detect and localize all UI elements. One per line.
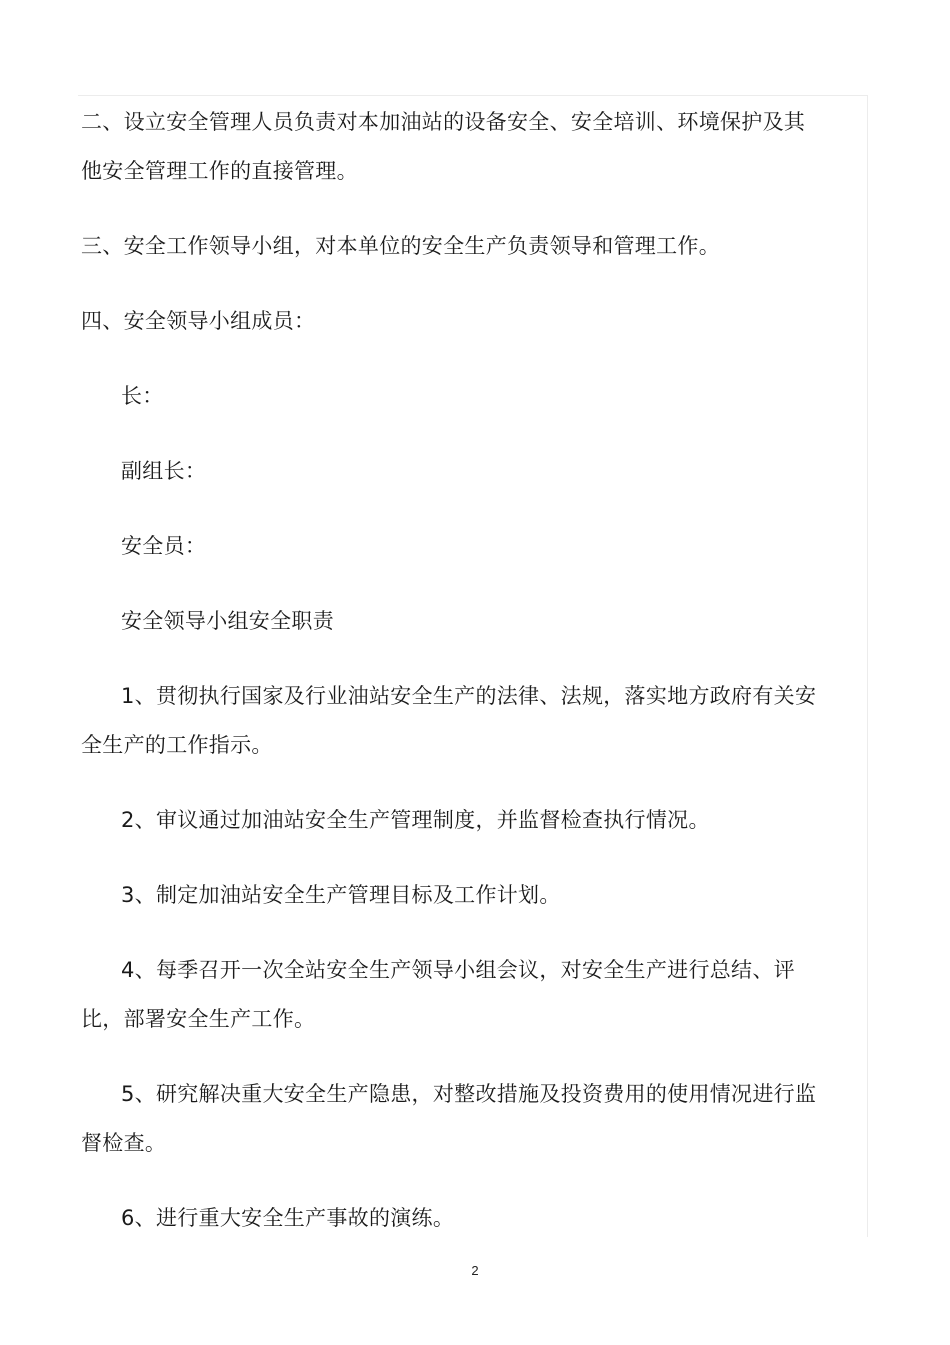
duty-item-2: 2、审议通过加油站安全生产管理制度，并监督检查执行情况。 — [121, 808, 710, 832]
paragraph-3: 三、安全工作领导小组，对本单位的安全生产负责领导和管理工作。 — [81, 234, 720, 258]
duty-item-6: 6、进行重大安全生产事故的演练。 — [121, 1206, 455, 1230]
paragraph-4: 四、安全领导小组成员： — [81, 309, 316, 333]
document-body — [81, 98, 826, 1243]
paragraph-2: 二、设立安全管理人员负责对本加油站的设备安全、安全培训、环境保护及其他安全管理工作的直接管理。 — [81, 110, 806, 183]
member-safety-officer: 安全员： — [121, 534, 207, 558]
section-heading-duties: 安全领导小组安全职责 — [121, 609, 334, 633]
page-number: 2 — [471, 1263, 479, 1278]
duty-item-3: 3、制定加油站安全生产管理目标及工作计划。 — [121, 883, 561, 907]
duty-item-4: 4、每季召开一次全站安全生产领导小组会议，对安全生产进行总结、评比，部署安全生产工作。 — [81, 958, 795, 1031]
member-leader: 长： — [121, 384, 164, 408]
duty-item-5: 5、研究解决重大安全生产隐患，对整改措施及投资费用的使用情况进行监督检查。 — [81, 1082, 817, 1155]
duty-item-1: 1、贯彻执行国家及行业油站安全生产的法律、法规，落实地方政府有关安全生产的工作指示。 — [81, 684, 817, 757]
member-deputy-leader: 副组长： — [121, 459, 207, 483]
